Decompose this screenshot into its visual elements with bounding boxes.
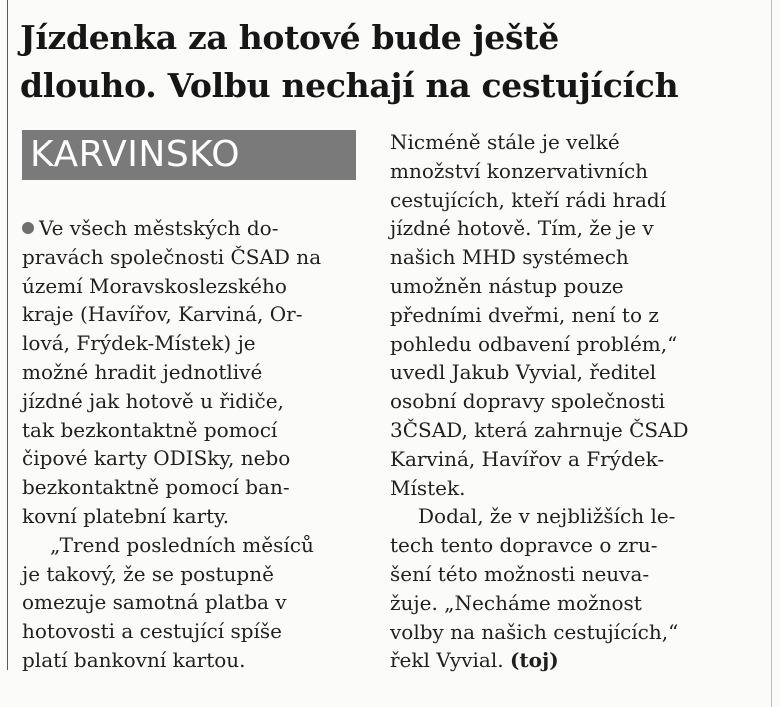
text-line: jízdné jak hotově u řidiče, [22,388,284,413]
text-line: čipové karty ODISky, nebo [22,446,291,471]
page-edge-rule [771,0,772,707]
text-line: šení této možnosti neuva- [390,561,650,586]
column-rule-left [7,0,8,670]
text-line: „Trend posledních měsíců [50,532,314,557]
text-line: cestujících, kteří rádi hradí [390,187,667,212]
text-line [22,214,367,243]
text-line: omezuje samotná platba v [22,590,287,615]
text-line: hotovosti a cestující spíše [22,619,283,644]
text-line: je takový, že se postupně [22,561,274,586]
text-line: Nicméně stále je velké [390,130,620,154]
text-line: tak bezkontaktně pomocí [22,417,278,442]
article-column-left [22,214,367,675]
article-column-right [390,128,735,675]
text-line: Dodal, že v nejbližších le- [418,504,676,529]
text-line-span: Ve všech městských do- [39,216,279,240]
text-line: uvedl Jakub Vyvial, ředitel [390,360,657,385]
text-line: osobní dopravy společnosti [390,389,666,414]
text-line: bezkontaktně pomocí ban- [22,475,290,500]
bullet-icon [22,222,34,234]
text-line: množství konzervativních [390,158,649,183]
text-line: kraje (Havířov, Karviná, Or- [22,302,303,327]
text-line-span: řekl Vyvial. [390,648,504,673]
author-signature: (toj) [509,648,559,673]
text-line: Karviná, Havířov a Frýdek- [390,446,665,471]
text-line: pravách společnosti ČSAD na [22,244,322,269]
article-headline [20,14,770,110]
text-line: předními dveřmi, není to z [390,302,659,327]
headline-line-1: Jízdenka za hotové bude ještě [20,18,559,57]
section-label: KARVINSKO [22,130,356,180]
text-line: platí bankovní kartou. [22,647,246,672]
text-line: území Moravskoslezského [22,273,287,298]
text-line: Místek. [390,475,466,500]
headline-line-2: dlouho. Volbu nechají na cestujících [20,66,679,105]
text-line: našich MHD systémech [390,245,629,270]
text-line: volby na našich cestujících,“ [390,619,679,644]
text-line: jízdné hotově. Tím, že je v [390,216,654,241]
text-line: tech tento dopravce o zru- [390,533,658,558]
text-line: žuje. „Necháme možnost [390,590,642,615]
text-line: možné hradit jednotlivé [22,359,263,384]
text-line: lová, Frýdek-Místek) je [22,331,256,356]
text-line: kovní platební karty. [22,503,230,528]
text-line: umožněn nástup pouze [390,273,624,298]
text-line: pohledu odbavení problém,“ [390,331,678,356]
text-line: 3ČSAD, která zahrnuje ČSAD [390,417,689,442]
text-line [390,646,735,675]
